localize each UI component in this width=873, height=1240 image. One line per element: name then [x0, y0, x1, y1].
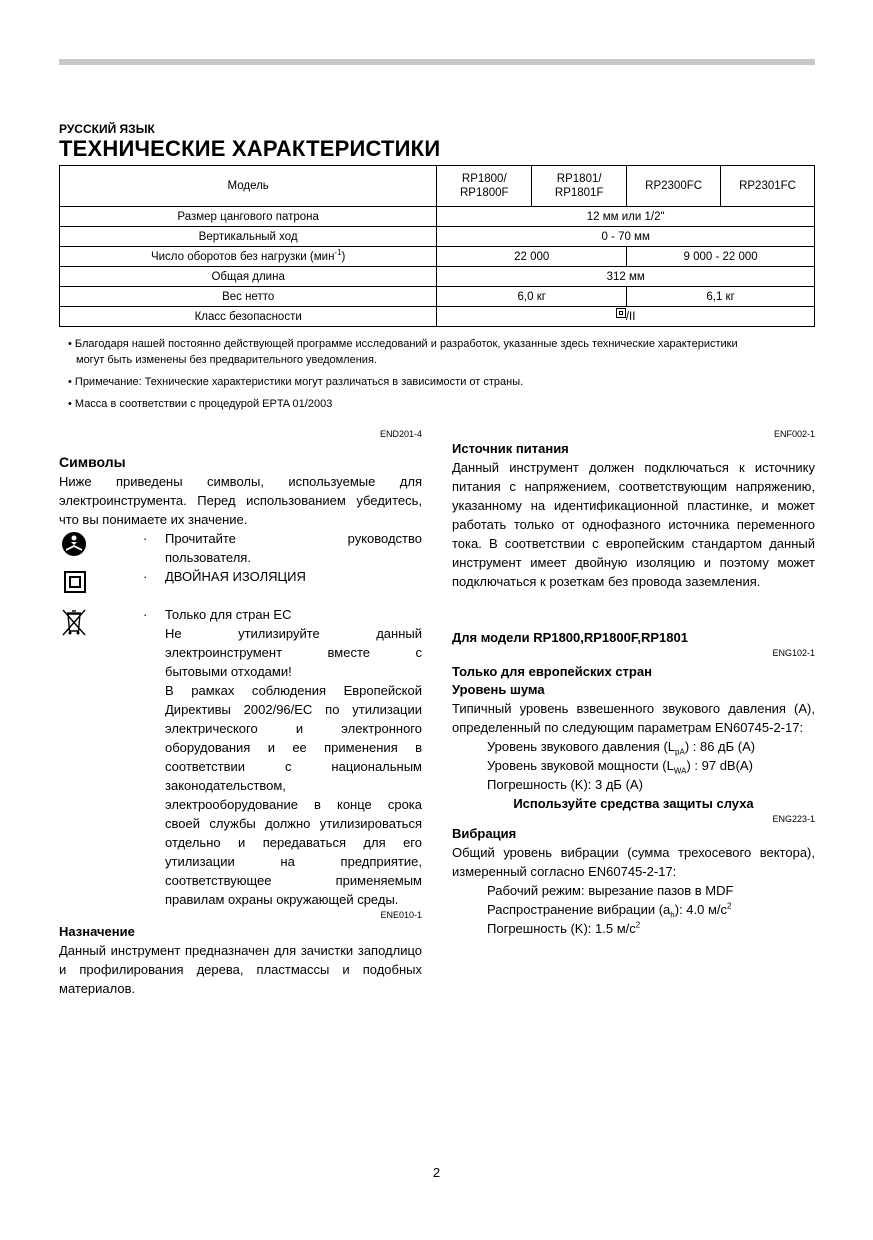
- noise-text: Типичный уровень взвешенного звукового давления (A), определенный по следующим параметрам EN60745-2-17:: [452, 701, 815, 735]
- table-row: [60, 166, 815, 207]
- section-code: ENF002-1: [773, 429, 815, 439]
- table-row: [60, 287, 815, 307]
- symbol-text: бытовыми отходами!: [165, 664, 292, 679]
- page-number: 2: [432, 1165, 441, 1180]
- safety-label: Класс безопасности: [60, 307, 437, 327]
- table-row: [60, 307, 815, 327]
- model-rp1800: RP1800/ RP1800F: [437, 166, 532, 207]
- vibration-emission: Распространение вибрации $(a_h)$: 4.0 $м/с^2$: [487, 901, 732, 920]
- note-item: • Масса в соответствии с процедурой EPTA 01/2003: [68, 398, 333, 410]
- vibration-uncertainty: Погрешность (K): 1.5 $м/с^2$: [487, 920, 641, 936]
- length-value: 312 мм: [437, 267, 815, 287]
- model-rp2301fc: RP2301FC: [721, 166, 815, 207]
- note-item: • Примечание: Технические характеристики могут различаться в зависимости от страны.: [68, 376, 524, 388]
- table-row: [60, 207, 815, 227]
- symbol-text: электроинструмент вместе с: [165, 645, 422, 660]
- models-heading: Для модели RP1800,RP1800F,RP1801: [452, 630, 688, 645]
- collet-label: Размер цангового патрона: [60, 207, 437, 227]
- symbol-text: В рамках соблюдения Европейской Директивы 2002/96/EC по утилизации электрического и электронного оборудования и ее применения в соответствии с национальным законодательством, электрооборудование в конце срока своей службы должно утилизироваться отдельно и передаваться для его утилизации на предприятие, соответствующее применяемым правилам охраны окружающей среды.: [165, 683, 422, 907]
- collet-value: 12 мм или 1/2": [437, 207, 815, 227]
- noise-heading: Уровень шума: [452, 682, 545, 697]
- section-code: ENE010-1: [380, 910, 422, 920]
- symbol-double-insulation: · ДВОЙНАЯ ИЗОЛЯЦИЯ: [59, 567, 422, 605]
- noise-lpa: Уровень звукового давления $(L_{pA})$ : 86 дБ (A): [487, 739, 756, 757]
- weight-value-b: 6,1 кг: [627, 287, 815, 307]
- right-column: [452, 428, 815, 938]
- speed-label: Число оборотов без нагрузки (мин$^{-1}$): [60, 247, 437, 267]
- section-code: END201-4: [379, 429, 422, 439]
- language-heading: РУССКИЙ ЯЗЫК: [59, 122, 155, 136]
- double-insulation-icon: [59, 569, 89, 595]
- model-header: Модель: [60, 166, 437, 207]
- spec-notes: [68, 336, 768, 418]
- specifications-table: [59, 165, 815, 327]
- model-rp2300fc: RP2300FC: [627, 166, 721, 207]
- symbols-heading: Символы: [59, 454, 126, 470]
- power-text: Данный инструмент должен подключаться к источнику питания с напряжением, соответствующим напряжению, указанному на идентификационной пластинке, и может работать только от однофазного источника переменного тока. В соответствии с европейским стандартом данный инструмент имеет двойную изоляцию и поэтому может подключаться к розеткам без провода заземления.: [452, 460, 815, 589]
- symbol-text: Прочитайте руководство: [165, 531, 422, 546]
- eu-heading: Только для европейских стран: [452, 664, 652, 679]
- left-column: [59, 428, 422, 998]
- double-insulation-icon: [616, 308, 626, 318]
- table-row: [60, 227, 815, 247]
- symbols-intro: Ниже приведены символы, используемые для электроинструмента. Перед использованием убедитесь, что вы понимаете их значение.: [59, 474, 422, 527]
- power-heading: Источник питания: [452, 441, 569, 456]
- purpose-heading: Назначение: [59, 924, 135, 939]
- vibration-heading: Вибрация: [452, 826, 517, 841]
- read-manual-icon: [59, 531, 89, 557]
- table-row: [60, 267, 815, 287]
- weight-label: Вес нетто: [60, 287, 437, 307]
- table-row: [60, 247, 815, 267]
- safety-value: /II: [437, 307, 815, 327]
- speed-value-a: 22 000: [437, 247, 627, 267]
- section-code: ENG102-1: [772, 648, 815, 658]
- section-code: ENG223-1: [772, 814, 815, 824]
- model-rp1801: RP1801/ RP1801F: [532, 166, 627, 207]
- page-title: ТЕХНИЧЕСКИЕ ХАРАКТЕРИСТИКИ: [59, 136, 441, 161]
- symbol-text: Не утилизируйте данный: [165, 626, 422, 641]
- vibration-text: Общий уровень вибрации (сумма трехосевого вектора), измеренный согласно EN60745-2-17:: [452, 845, 815, 879]
- purpose-text: Данный инструмент предназначен для зачистки заподлицо и профилирования дерева, пластмассы и подобных материалов.: [59, 943, 422, 996]
- ear-protection-warning: Используйте средства защиты слуха: [513, 796, 754, 811]
- symbol-read-manual: · Прочитайте руководство пользователя.: [59, 529, 422, 567]
- plunge-value: 0 - 70 мм: [437, 227, 815, 247]
- note-item: • Благодаря нашей постоянно действующей программе исследований и разработок, указанные здесь технические характеристики могут быть изменены без предварительного уведомления.: [68, 338, 738, 366]
- symbol-text: ДВОЙНАЯ ИЗОЛЯЦИЯ: [165, 569, 306, 584]
- crossed-bin-icon: [59, 607, 89, 637]
- symbol-weee: · Только для стран ЕС Не утилизируйте данный электроинструмент вместе с бытовыми отходами! В рамках соблюдения Европейской Директивы 2002/96/EC по утилизации электрического и электронного оборудования и ее применения в соответствии с национальным законодательством, электрооборудование в конце срока своей службы должно утилизироваться отдельно и передаваться для его утилизации на предприятие, соответствующее применяемым правилам охраны окружающей среды.: [59, 605, 422, 909]
- noise-lwa: Уровень звуковой мощности $(L_{WA})$ : 97 dB(A): [487, 758, 753, 776]
- weight-value-a: 6,0 кг: [437, 287, 627, 307]
- plunge-label: Вертикальный ход: [60, 227, 437, 247]
- vibration-mode: Рабочий режим: вырезание пазов в MDF: [487, 883, 734, 898]
- length-label: Общая длина: [60, 267, 437, 287]
- symbol-text: пользователя.: [165, 550, 251, 565]
- noise-uncertainty: Погрешность (K): 3 дБ (A): [487, 777, 643, 792]
- symbol-text: Только для стран ЕС: [165, 607, 292, 622]
- top-rule: [59, 59, 815, 65]
- speed-value-b: 9 000 - 22 000: [627, 247, 815, 267]
